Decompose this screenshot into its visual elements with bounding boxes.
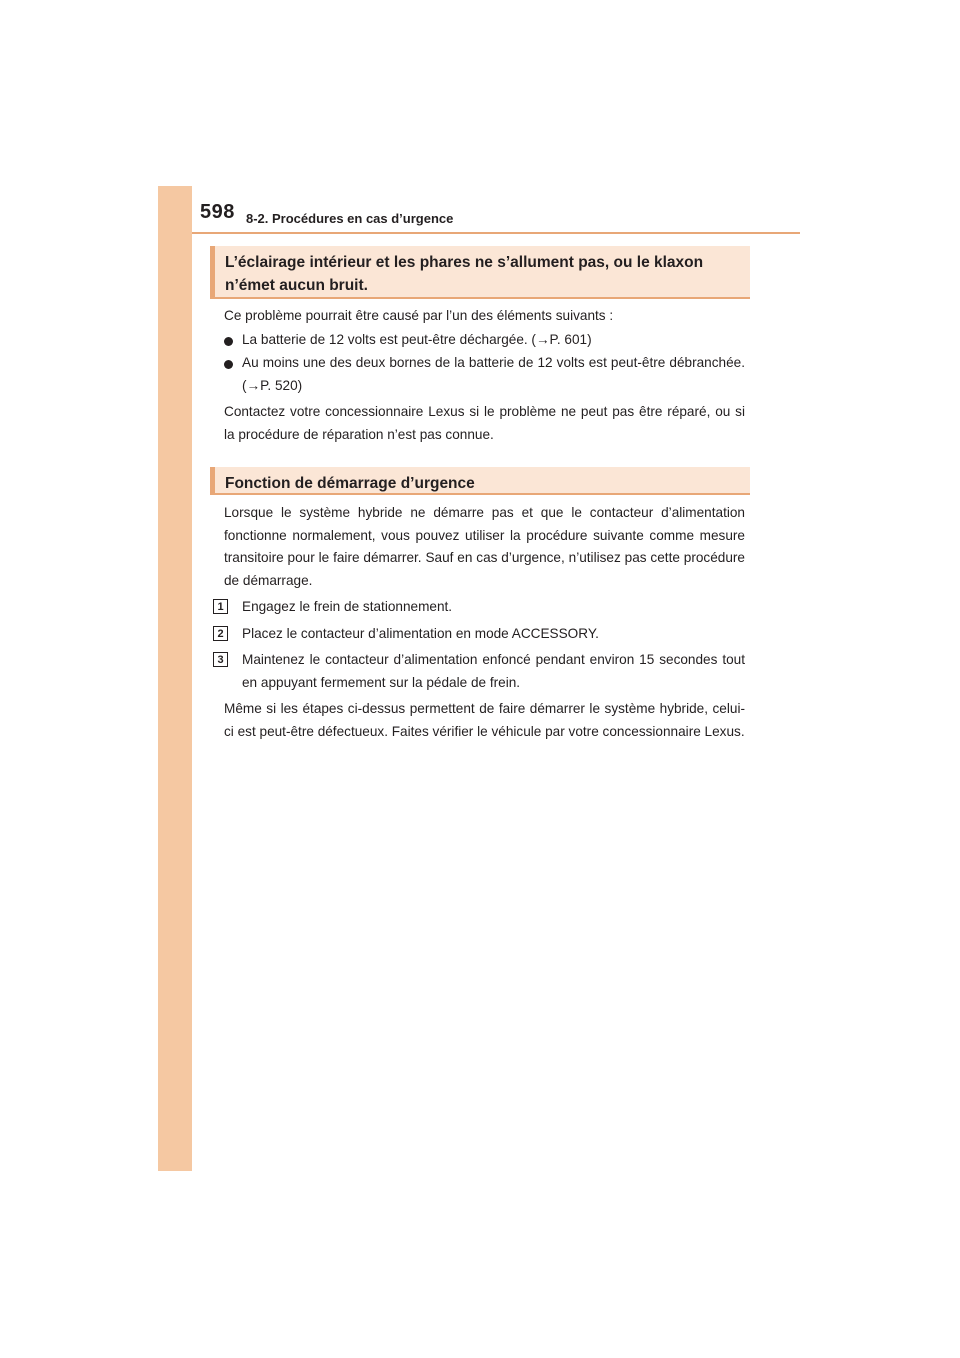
running-head: 8-2. Procédures en cas d’urgence xyxy=(246,211,454,226)
section-heading-emergency-start: Fonction de démarrage d’urgence xyxy=(210,467,750,495)
step-item xyxy=(217,623,745,646)
section-outro: Contactez votre concessionnaire Lexus si le problème ne peut pas être réparé, ou si la procédure de réparation n’est pas connue. xyxy=(224,404,745,442)
page-number: 598 xyxy=(200,201,235,223)
section-intro: Lorsque le système hybride ne démarre pas et que le contacteur d’alimentation fonctionne normalement, vous pouvez utiliser la procédure suivante comme mesure transitoire pour le faire démarrer. Sauf en cas d’urgence, n’utilisez pas cette procédure de démarrage. xyxy=(224,505,745,588)
section-outro: Même si les étapes ci-dessus permettent de faire démarrer le système hybride, celui-ci est peut-être défectueux. Faites vérifier le véhicule par votre concessionnaire Lexus. xyxy=(224,701,745,739)
section-body-lighting xyxy=(224,305,745,446)
side-tab-band xyxy=(158,186,192,1171)
bullet-icon xyxy=(224,360,233,369)
section-body-emergency-start xyxy=(217,502,745,743)
bullet-text: La batterie de 12 volts est peut-être déchargée. (→P. 601) xyxy=(242,331,592,347)
step-number-badge: 3 xyxy=(213,652,228,667)
step-item xyxy=(217,649,745,694)
bullet-text: Au moins une des deux bornes de la batterie de 12 volts est peut-être débranchée. (→P. 520) xyxy=(242,355,745,393)
step-text: Maintenez le contacteur d’alimentation enfoncé pendant environ 15 secondes tout en appuyant fermement sur la pédale de frein. xyxy=(242,652,745,690)
step-text: Engagez le frein de stationnement. xyxy=(242,599,453,614)
list-item xyxy=(224,352,745,397)
list-item xyxy=(224,329,745,352)
step-number-badge: 1 xyxy=(213,599,228,614)
step-number-badge: 2 xyxy=(213,626,228,641)
section-heading-lighting: L’éclairage intérieur et les phares ne s’allument pas, ou le klaxon n’émet aucun bruit. xyxy=(210,246,750,299)
bullet-icon xyxy=(224,337,233,346)
step-item xyxy=(217,596,745,619)
section-intro: Ce problème pourrait être causé par l’un des éléments suivants : xyxy=(224,308,614,323)
step-text: Placez le contacteur d’alimentation en mode ACCESSORY. xyxy=(242,625,599,641)
header-rule xyxy=(192,232,800,234)
